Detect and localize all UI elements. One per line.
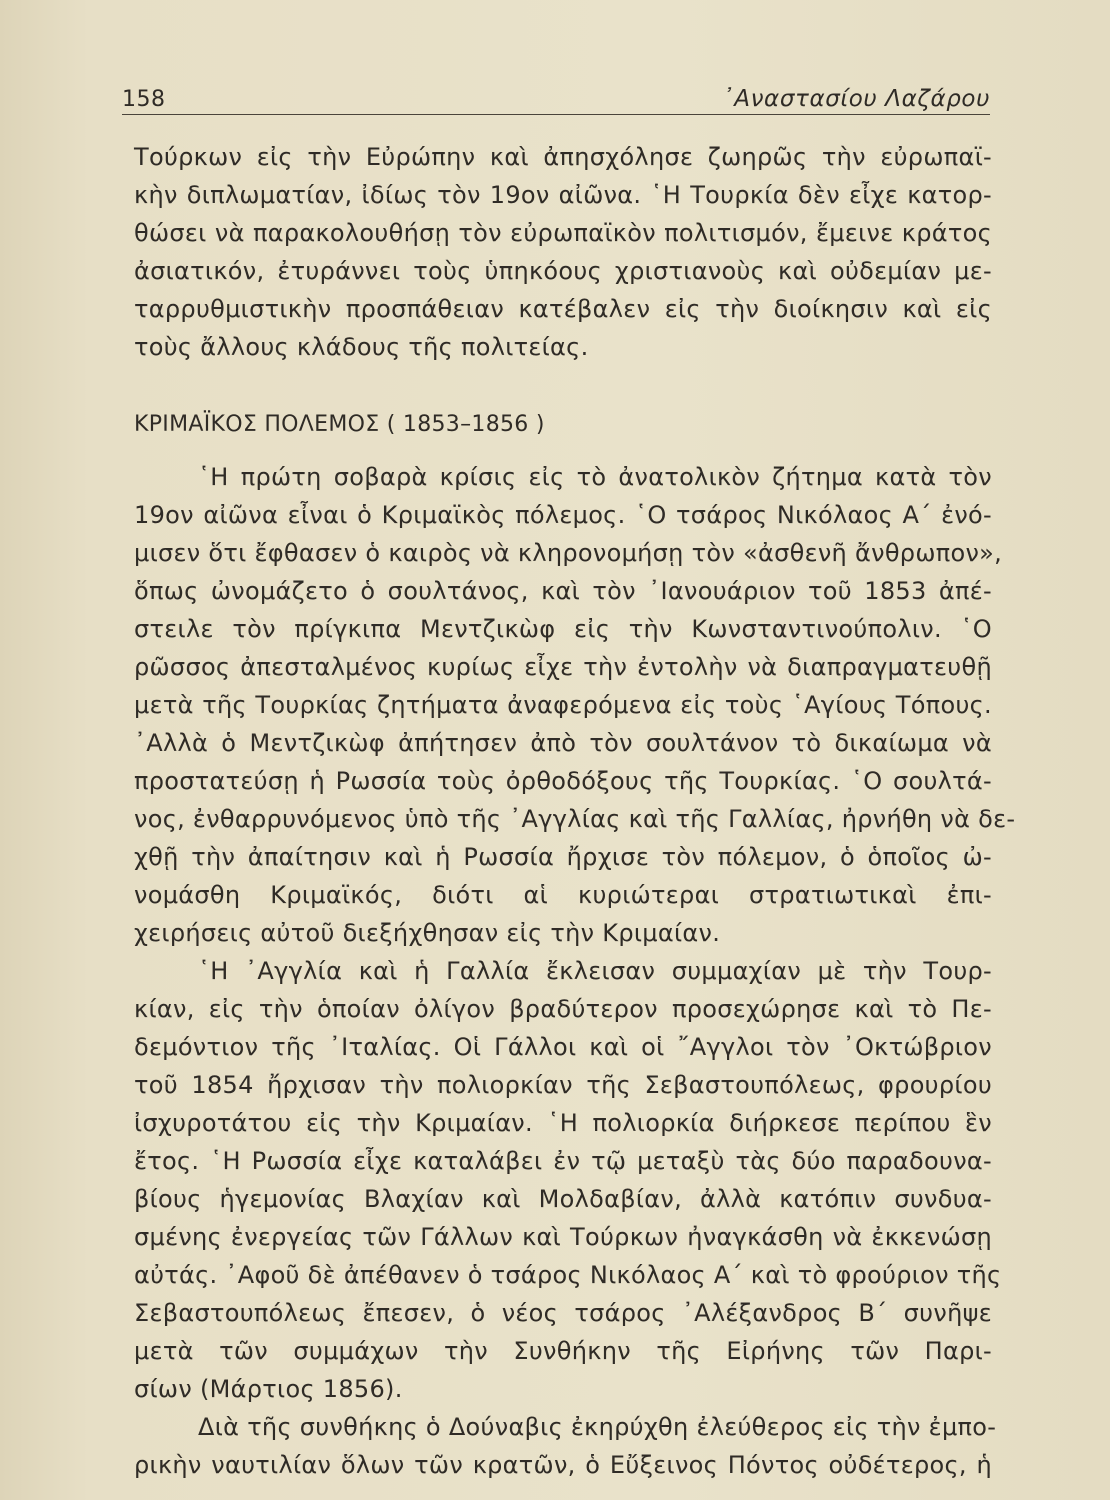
text-line: κίαν, εἰς τὴν ὁποίαν ὀλίγον βραδύτερον προσεχώρησε καὶ τὸ Πε- [134, 995, 992, 1023]
text-line: νος, ἐνθαρρυνόμενος ὑπὸ τῆς ᾿Αγγλίας καὶ τῆς Γαλλίας, ἠρνήθη νὰ δε- [134, 805, 1016, 833]
text-line: προστατεύσῃ ἡ Ρωσσία τοὺς ὀρθοδόξους τῆς Τουρκίας. ῾Ο σουλτά- [134, 767, 992, 795]
text-line: βίους ἡγεμονίας Βλαχίαν καὶ Μολδαβίαν, ἀλλὰ κατόπιν συνδυα- [134, 1185, 992, 1213]
paragraph-crimean-war [134, 458, 1016, 1484]
text-line: ὅπως ὠνομάζετο ὁ σουλτάνος, καὶ τὸν ᾿Ιανουάριον τοῦ 1853 ἀπέ- [134, 577, 992, 605]
text-line: ἔτος. ῾Η Ρωσσία εἶχε καταλάβει ἐν τῷ μεταξὺ τὰς δύο παραδουνα- [134, 1147, 992, 1175]
text-line: ᾿Αλλὰ ὁ Μεντζικὼφ ἀπήτησεν ἀπὸ τὸν σουλτάνον τὸ δικαίωμα νὰ [134, 729, 992, 757]
text-line: μετὰ τῆς Τουρκίας ζητήματα ἀναφερόμενα εἰς τοὺς ῾Αγίους Τόπους. [134, 691, 992, 719]
text-line: κὴν διπλωματίαν, ἰδίως τὸν 19ον αἰῶνα. ῾Η Τουρκία δὲν εἶχε κατορ- [134, 181, 992, 209]
text-line: 19ον αἰῶνα εἶναι ὁ Κριμαϊκὸς πόλεμος. ῾Ο τσάρος Νικόλαος Α΄ ἐνό- [134, 501, 992, 529]
section-heading-wrap [134, 410, 992, 440]
text-line: ρικὴν ναυτιλίαν ὅλων τῶν κρατῶν, ὁ Εὔξεινος Πόντος οὐδέτερος, ἡ [134, 1451, 992, 1479]
text-line: θώσει νὰ παρακολουθήσῃ τὸν εὐρωπαϊκὸν πολιτισμόν, ἔμεινε κράτος [134, 219, 992, 247]
text-line: τοὺς ἄλλους κλάδους τῆς πολιτείας. [134, 333, 589, 361]
text-line: Σεβαστουπόλεως ἔπεσεν, ὁ νέος τσάρος ᾿Αλέξανδρος Β΄ συνῆψε [134, 1299, 992, 1327]
text-line: μετὰ τῶν συμμάχων τὴν Συνθήκην τῆς Εἰρήνης τῶν Παρι- [134, 1337, 992, 1365]
text-line: ῾Η πρώτη σοβαρὰ κρίσις εἰς τὸ ἀνατολικὸν ζήτημα κατὰ τὸν [198, 463, 992, 491]
text-line: σμένης ἐνεργείας τῶν Γάλλων καὶ Τούρκων ἠναγκάσθη νὰ ἐκκενώσῃ [134, 1223, 992, 1251]
text-line: τοῦ 1854 ἤρχισαν τὴν πολιορκίαν τῆς Σεβαστουπόλεως, φρουρίου [134, 1071, 992, 1099]
paragraph-intro [134, 138, 992, 366]
text-line: νομάσθη Κριμαϊκός, διότι αἱ κυριώτεραι στρατιωτικαὶ ἐπι- [134, 881, 992, 909]
text-line: ταρρυθμιστικὴν προσπάθειαν κατέβαλεν εἰς τὴν διοίκησιν καὶ εἰς [134, 295, 992, 323]
text-line: Διὰ τῆς συνθήκης ὁ Δούναβις ἐκηρύχθη ἐλεύθερος εἰς τὴν ἐμπο- [198, 1413, 997, 1441]
text-line: μισεν ὅτι ἔφθασεν ὁ καιρὸς νὰ κληρονομήσῃ τὸν «ἀσθενῆ ἄνθρωπον», [134, 539, 1003, 567]
section-title: ΚΡΙΜΑΪΚΟΣ ΠΟΛΕΜΟΣ ( 1853–1856 ) [134, 412, 545, 437]
page-header [122, 74, 990, 115]
page-number: 158 [122, 87, 166, 112]
text-line: Τούρκων εἰς τὴν Εὐρώπην καὶ ἀπησχόλησε ζωηρῶς τὴν εὐρωπαϊ- [134, 143, 992, 171]
text-line: ἰσχυροτάτου εἰς τὴν Κριμαίαν. ῾Η πολιορκία διήρκεσε περίπου ἓν [134, 1109, 992, 1137]
text-line: σίων (Μάρτιος 1856). [134, 1375, 403, 1403]
text-line: χειρήσεις αὐτοῦ διεξήχθησαν εἰς τὴν Κριμαίαν. [134, 919, 721, 947]
text-line: δεμόντιον τῆς ᾿Ιταλίας. Οἱ Γάλλοι καὶ οἱ ῎Αγγλοι τὸν ᾿Οκτώβριον [134, 1033, 992, 1061]
text-line: ρῶσσος ἀπεσταλμένος κυρίως εἶχε τὴν ἐντολὴν νὰ διαπραγματευθῇ [134, 653, 992, 681]
text-line: ῾Η ᾿Αγγλία καὶ ἡ Γαλλία ἔκλεισαν συμμαχίαν μὲ τὴν Τουρ- [198, 957, 992, 985]
text-line: στειλε τὸν πρίγκιπα Μεντζικὼφ εἰς τὴν Κωνσταντινούπολιν. ῾Ο [134, 615, 992, 643]
text-line: χθῇ τὴν ἀπαίτησιν καὶ ἡ Ρωσσία ἤρχισε τὸν πόλεμον, ὁ ὁποῖος ὠ- [134, 843, 992, 871]
running-title: ᾿Αναστασίου Λαζάρου [722, 86, 990, 112]
text-line: ἀσιατικόν, ἐτυράννει τοὺς ὑπηκόους χριστιανοὺς καὶ οὐδεμίαν με- [134, 257, 992, 285]
text-line: αὐτάς. ᾿Αφοῦ δὲ ἀπέθανεν ὁ τσάρος Νικόλαος Α΄ καὶ τὸ φρούριον τῆς [134, 1261, 1002, 1289]
